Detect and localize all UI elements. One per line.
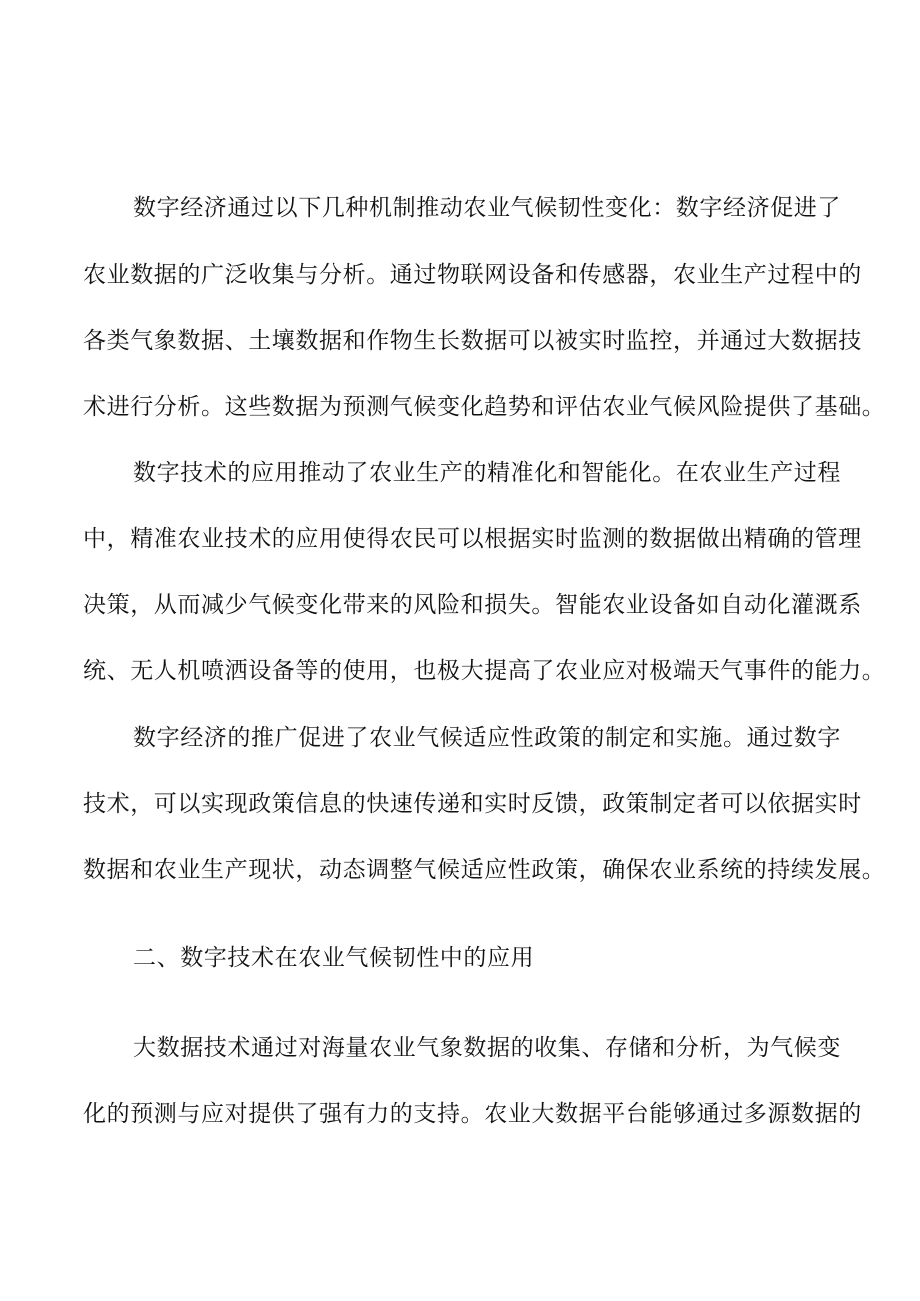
paragraph-line: 决策，从而减少气候变化带来的风险和损失。智能农业设备如自动化灌溉系 [83, 592, 862, 618]
paragraph-line: 数字经济通过以下几种机制推动农业气候韧性变化：数字经济促进了 [133, 195, 841, 221]
paragraph-line: 农业数据的广泛收集与分析。通过物联网设备和传感器，农业生产过程中的 [83, 262, 862, 288]
paragraph-line: 技术，可以实现政策信息的快速传递和实时反馈，政策制定者可以依据实时 [83, 791, 862, 817]
paragraph-line: 术进行分析。这些数据为预测气候变化趋势和评估农业气候风险提供了基础。 [83, 394, 886, 420]
paragraph-line: 化的预测与应对提供了强有力的支持。农业大数据平台能够通过多源数据的 [83, 1101, 862, 1127]
paragraph-line: 数字技术的应用推动了农业生产的精准化和智能化。在农业生产过程 [133, 460, 841, 486]
section-heading: 二、数字技术在农业气候韧性中的应用 [133, 945, 535, 971]
paragraph-line: 中，精准农业技术的应用使得农民可以根据实时监测的数据做出精确的管理 [83, 526, 862, 552]
paragraph-line: 大数据技术通过对海量农业气象数据的收集、存储和分析，为气候变 [133, 1035, 841, 1061]
paragraph-line: 各类气象数据、土壤数据和作物生长数据可以被实时监控，并通过大数据技 [83, 328, 862, 354]
paragraph-line: 数据和农业生产现状，动态调整气候适应性政策，确保农业系统的持续发展。 [83, 857, 886, 883]
paragraph-line: 统、无人机喷洒设备等的使用，也极大提高了农业应对极端天气事件的能力。 [83, 658, 886, 684]
paragraph-line: 数字经济的推广促进了农业气候适应性政策的制定和实施。通过数字 [133, 725, 841, 751]
